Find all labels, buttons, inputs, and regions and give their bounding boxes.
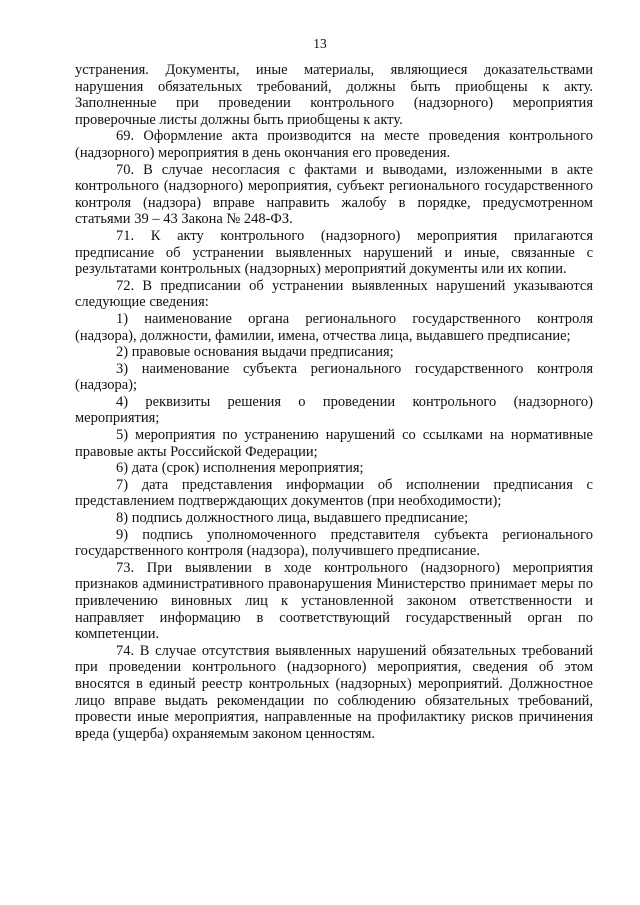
paragraph-71: 71. К акту контрольного (надзорного) мероприятия прилагаются предписание об устранении выявленных нарушений и иные, связанные с результатами контрольных (надзорных) мероприятий документы или их копии.: [75, 227, 593, 278]
paragraph-69: 69. Оформление акта производится на месте проведения контрольного (надзорного) мероприятия в день окончания его проведения.: [75, 128, 593, 161]
paragraph-70: 70. В случае несогласия с фактами и выводами, изложенными в акте контрольного (надзорного) мероприятия, субъект регионального государственного контроля (надзора) вправе направить жалобу в порядке, предусмотренном статьями 39 – 43 Закона № 248-ФЗ.: [75, 161, 593, 228]
list-item-7: 7) дата представления информации об исполнении предписания с представлением подтверждающих документов (при необходимости);: [75, 476, 593, 510]
list-item-9: 9) подпись уполномоченного представителя субъекта регионального государственного контроля (надзора), получившего предписание.: [75, 526, 593, 560]
document-body: [75, 62, 593, 742]
list-item-1: 1) наименование органа регионального государственного контроля (надзора), должности, фамилии, имена, отчества лица, выдавшего предписание;: [75, 310, 593, 344]
list-item-6: 6) дата (срок) исполнения мероприятия;: [116, 460, 364, 477]
list-item-3: 3) наименование субъекта регионального государственного контроля (надзора);: [75, 360, 593, 394]
list-item-5: 5) мероприятия по устранению нарушений со ссылками на нормативные правовые акты Российской Федерации;: [75, 427, 593, 460]
list-item-8: 8) подпись должностного лица, выдавшего предписание;: [116, 510, 469, 527]
paragraph-74: 74. В случае отсутствия выявленных нарушений обязательных требований при проведении контрольного (надзорного) мероприятия, сведения об этом вносятся в единый реестр контрольных (надзорных) мероприятий. Должностное лицо вправе выдать рекомендации по соблюдению обязательных требований, провести иные мероприятия, направленные на профилактику рисков причинения вреда (ущерба) охраняемым законом ценностям.: [75, 642, 593, 742]
list-item-2: 2) правовые основания выдачи предписания;: [116, 344, 394, 361]
paragraph-73: 73. При выявлении в ходе контрольного (надзорного) мероприятия признаков административного правонарушения Министерство принимает меры по привлечению виновных лиц к установленной законом ответственности и направляет информацию в соответствующий государственный орган по компетенции.: [75, 559, 593, 643]
paragraph-continuation: устранения. Документы, иные материалы, являющиеся доказательствами нарушения обязательных требований, должны быть приобщены к акту. Заполненные при проведении контрольного (надзорного) мероприятия проверочные листы должны быть приобщены к акту.: [75, 62, 593, 128]
list-item-4: 4) реквизиты решения о проведении контрольного (надзорного) мероприятия;: [75, 393, 593, 427]
paragraph-72: 72. В предписании об устранении выявленных нарушений указываются следующие сведения:: [75, 277, 593, 311]
page-number: 13: [313, 36, 327, 51]
